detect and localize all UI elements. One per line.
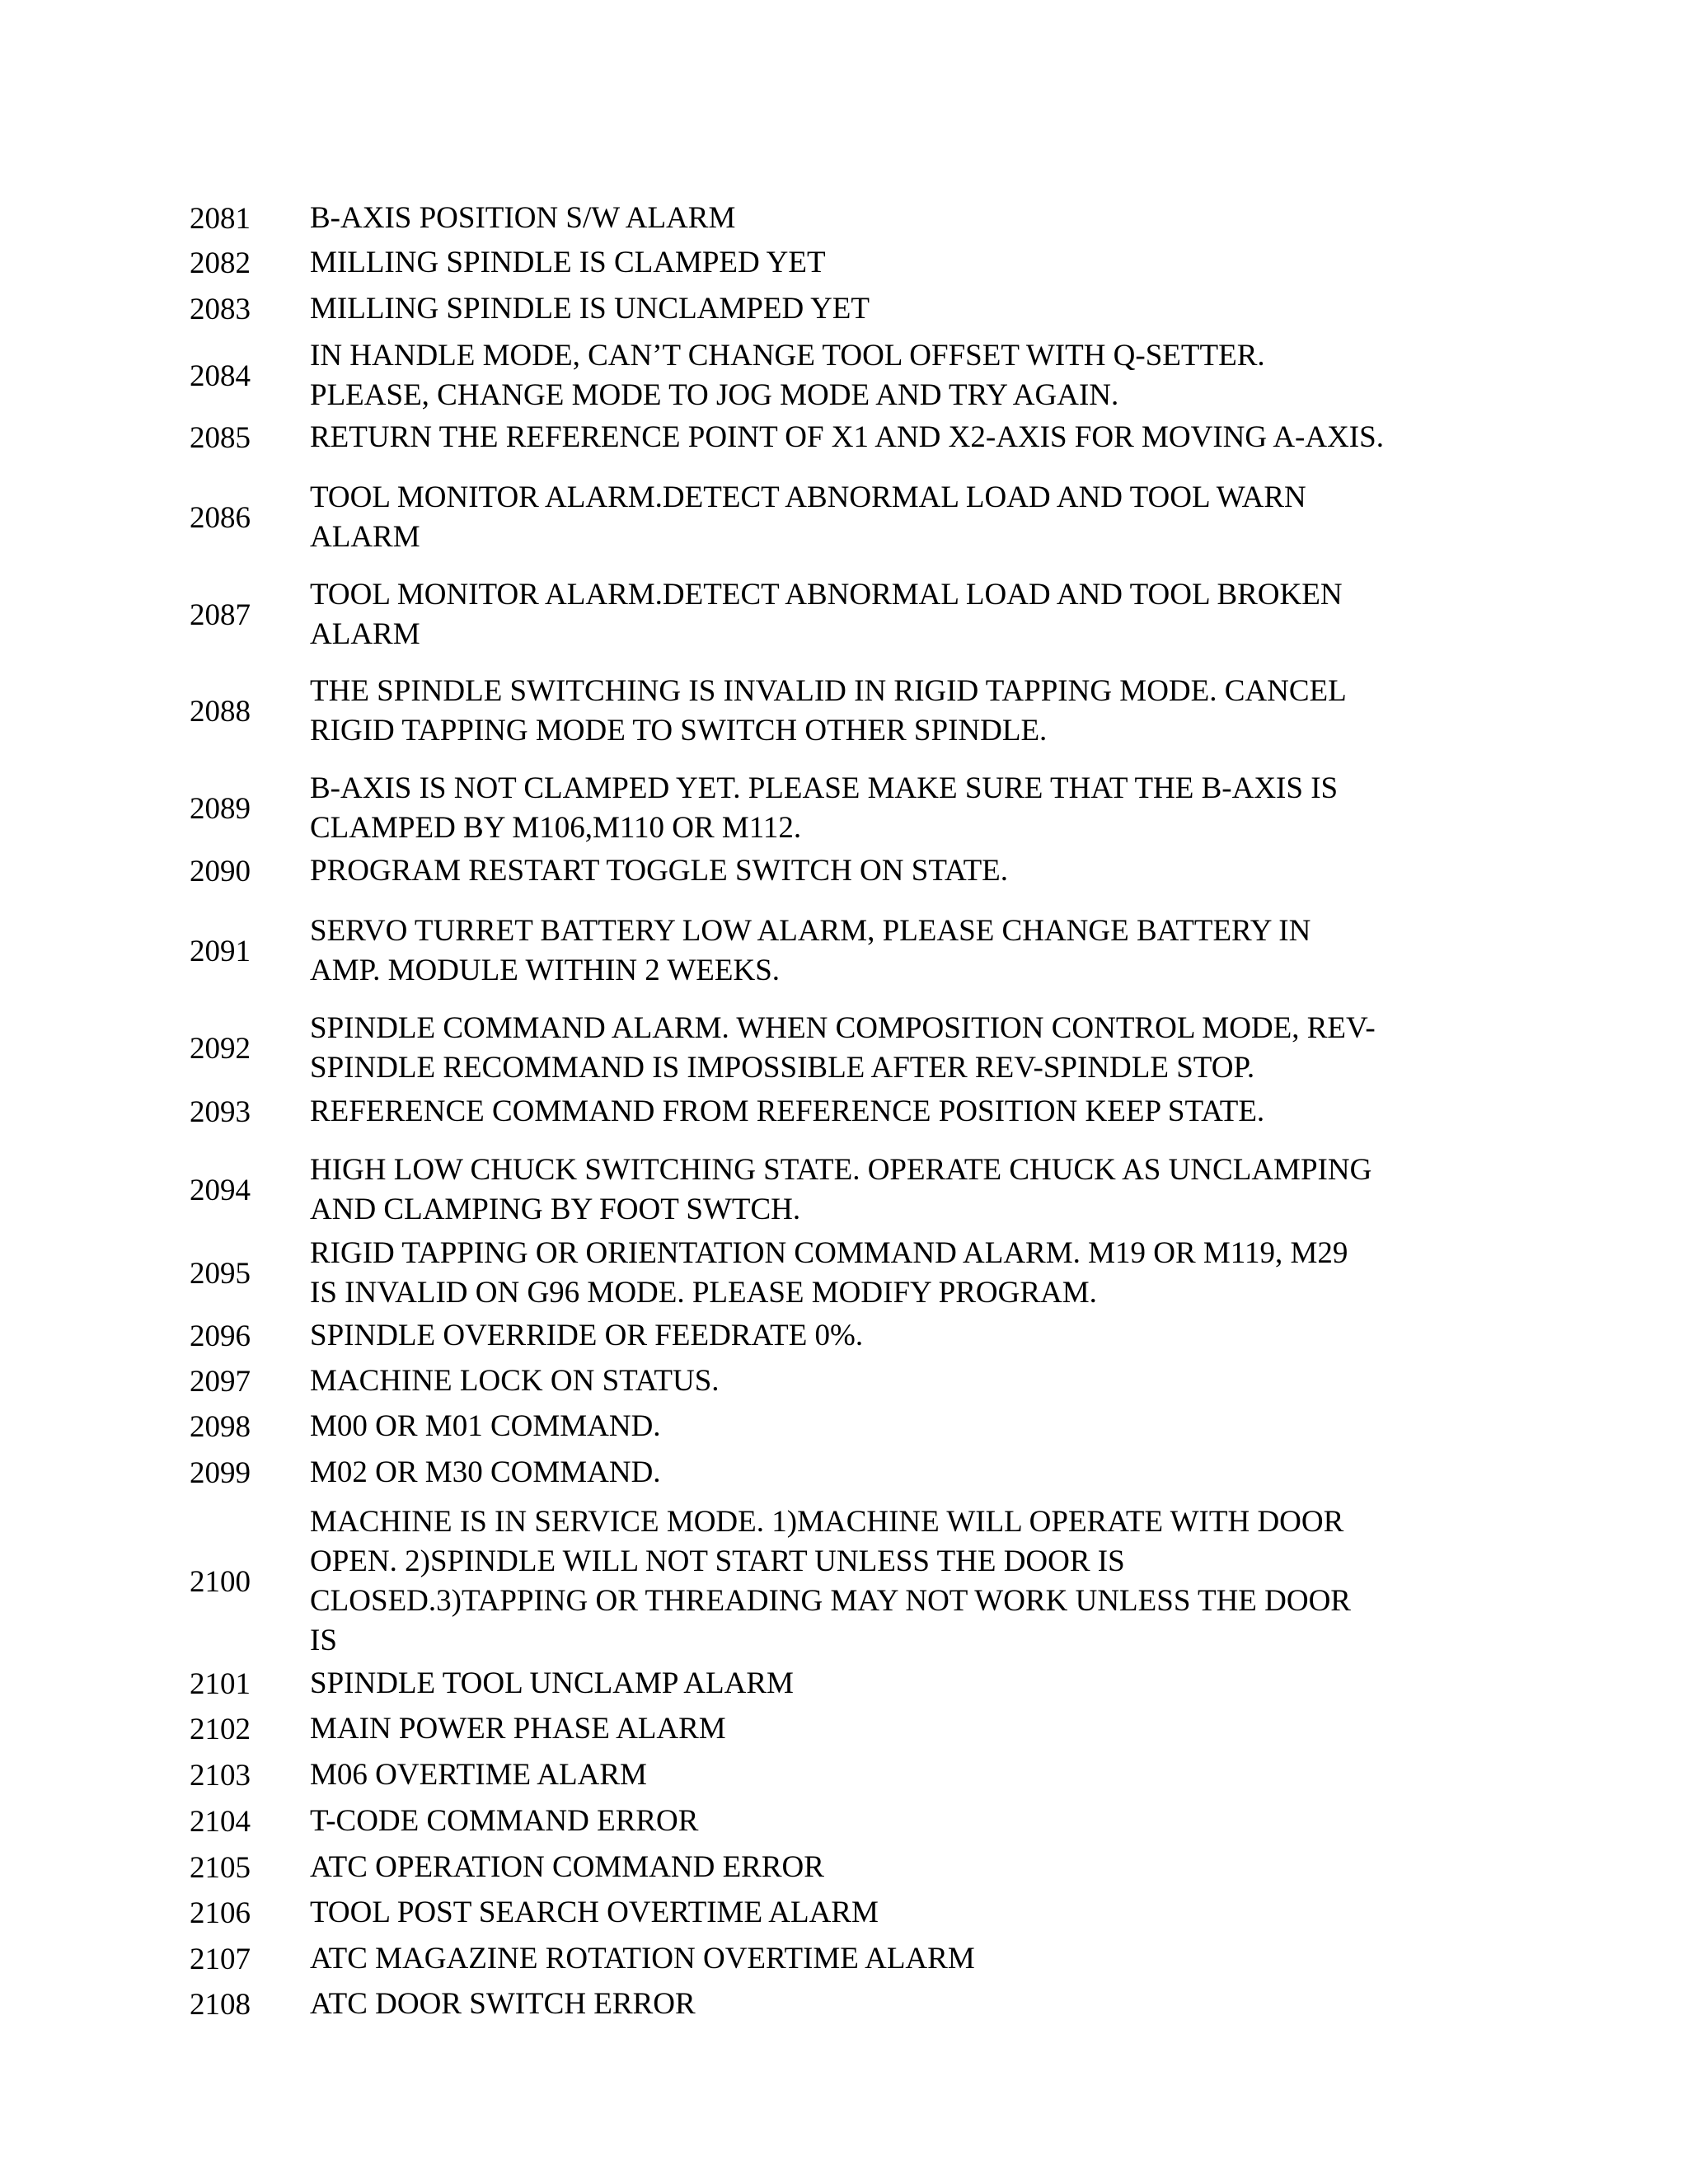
alarm-code: 2099 <box>190 1455 251 1490</box>
alarm-code: 2091 <box>190 934 251 968</box>
alarm-entry <box>190 478 1541 557</box>
alarm-message: RIGID TAPPING OR ORIENTATION COMMAND ALARM. M19 OR M119, M29 IS INVALID ON G96 MODE. PLEASE MODIFY PROGRAM. <box>310 1236 1348 1310</box>
alarm-code: 2094 <box>190 1173 251 1207</box>
alarm-message: ATC OPERATION COMMAND ERROR <box>310 1850 824 1884</box>
alarm-entry <box>190 1234 1541 1313</box>
alarm-message: RETURN THE REFERENCE POINT OF X1 AND X2-AXIS FOR MOVING A-AXIS. <box>310 420 1384 454</box>
alarm-entry <box>190 1364 1541 1399</box>
alarm-code: 2096 <box>190 1319 251 1353</box>
alarm-entry <box>190 1009 1541 1088</box>
alarm-code: 2103 <box>190 1758 251 1793</box>
alarm-code: 2105 <box>190 1850 251 1885</box>
alarm-entry <box>190 1151 1541 1230</box>
alarm-code: 2101 <box>190 1666 251 1701</box>
alarm-entry <box>190 912 1541 991</box>
alarm-code: 2108 <box>190 1987 251 2022</box>
alarm-entry <box>190 1409 1541 1444</box>
alarm-message: TOOL POST SEARCH OVERTIME ALARM <box>310 1896 879 1929</box>
alarm-entry <box>190 1712 1541 1746</box>
alarm-code: 2082 <box>190 246 251 280</box>
alarm-message: MAIN POWER PHASE ALARM <box>310 1712 726 1746</box>
alarm-message: B-AXIS POSITION S/W ALARM <box>310 201 736 235</box>
alarm-message: THE SPINDLE SWITCHING IS INVALID IN RIGID TAPPING MODE. CANCEL RIGID TAPPING MODE TO SWITCH OTHER SPINDLE. <box>310 674 1347 748</box>
alarm-code: 2098 <box>190 1409 251 1444</box>
alarm-message: SPINDLE COMMAND ALARM. WHEN COMPOSITION CONTROL MODE, REV- SPINDLE RECOMMAND IS IMPOSSIBLE AFTER REV-SPINDLE STOP. <box>310 1011 1376 1085</box>
alarm-code: 2081 <box>190 201 251 236</box>
alarm-code: 2084 <box>190 359 251 393</box>
alarm-code: 2097 <box>190 1364 251 1399</box>
alarm-message: REFERENCE COMMAND FROM REFERENCE POSITION KEEP STATE. <box>310 1094 1265 1128</box>
alarm-message: B-AXIS IS NOT CLAMPED YET. PLEASE MAKE SURE THAT THE B-AXIS IS CLAMPED BY M106,M110 OR M112. <box>310 771 1339 845</box>
alarm-code: 2088 <box>190 694 251 729</box>
alarm-code: 2085 <box>190 420 251 455</box>
alarm-code: 2086 <box>190 500 251 535</box>
alarm-message: MACHINE LOCK ON STATUS. <box>310 1364 720 1398</box>
alarm-message: MILLING SPINDLE IS UNCLAMPED YET <box>310 292 870 326</box>
alarm-message: ATC DOOR SWITCH ERROR <box>310 1987 696 2021</box>
alarm-message: SERVO TURRET BATTERY LOW ALARM, PLEASE CHANGE BATTERY IN AMP. MODULE WITHIN 2 WEEKS. <box>310 914 1311 987</box>
alarm-code: 2095 <box>190 1256 251 1291</box>
alarm-message: M02 OR M30 COMMAND. <box>310 1455 661 1489</box>
alarm-entry <box>190 1758 1541 1793</box>
alarm-message: MACHINE IS IN SERVICE MODE. 1)MACHINE WILL OPERATE WITH DOOR OPEN. 2)SPINDLE WILL NOT START UNLESS THE DOOR IS CLOSED.3)TAPPING OR THREADING MAY NOT WORK UNLESS THE DOOR IS <box>310 1505 1351 1657</box>
alarm-message: T-CODE COMMAND ERROR <box>310 1804 699 1838</box>
alarm-entry <box>190 1666 1541 1701</box>
alarm-code: 2100 <box>190 1564 251 1599</box>
alarm-code: 2083 <box>190 292 251 326</box>
alarm-code: 2087 <box>190 598 251 632</box>
alarm-message: ATC MAGAZINE ROTATION OVERTIME ALARM <box>310 1942 975 1975</box>
alarm-entry <box>190 1850 1541 1885</box>
alarm-entry <box>190 292 1541 326</box>
alarm-entry <box>190 1896 1541 1930</box>
alarm-entry <box>190 1094 1541 1129</box>
alarm-code: 2093 <box>190 1094 251 1129</box>
alarm-entry <box>190 1502 1541 1661</box>
alarm-message: HIGH LOW CHUCK SWITCHING STATE. OPERATE CHUCK AS UNCLAMPING AND CLAMPING BY FOOT SWTCH. <box>310 1153 1372 1226</box>
alarm-code: 2106 <box>190 1896 251 1930</box>
alarm-entry <box>190 1942 1541 1976</box>
alarm-message: PROGRAM RESTART TOGGLE SWITCH ON STATE. <box>310 854 1009 888</box>
alarm-entry <box>190 1455 1541 1490</box>
alarm-code: 2092 <box>190 1031 251 1066</box>
alarm-entry <box>190 1319 1541 1353</box>
alarm-entry <box>190 420 1541 455</box>
alarm-entry <box>190 246 1541 280</box>
alarm-entry <box>190 769 1541 848</box>
alarm-entry <box>190 1987 1541 2022</box>
alarm-message: SPINDLE OVERRIDE OR FEEDRATE 0%. <box>310 1319 864 1352</box>
alarm-message: M00 OR M01 COMMAND. <box>310 1409 661 1443</box>
alarm-code: 2107 <box>190 1942 251 1976</box>
alarm-message: MILLING SPINDLE IS CLAMPED YET <box>310 246 826 279</box>
alarm-message: IN HANDLE MODE, CAN’T CHANGE TOOL OFFSET WITH Q-SETTER. PLEASE, CHANGE MODE TO JOG MODE AND TRY AGAIN. <box>310 339 1265 412</box>
alarm-code: 2104 <box>190 1804 251 1839</box>
alarm-code: 2090 <box>190 854 251 888</box>
alarm-entry <box>190 1804 1541 1839</box>
alarm-message: M06 OVERTIME ALARM <box>310 1758 647 1792</box>
alarm-code: 2089 <box>190 791 251 826</box>
alarm-message: SPINDLE TOOL UNCLAMP ALARM <box>310 1666 794 1700</box>
alarm-message: TOOL MONITOR ALARM.DETECT ABNORMAL LOAD AND TOOL WARN ALARM <box>310 480 1306 554</box>
alarm-entry <box>190 201 1541 236</box>
alarm-entry <box>190 575 1541 654</box>
alarm-entry <box>190 672 1541 751</box>
alarm-entry <box>190 336 1541 415</box>
alarm-code: 2102 <box>190 1712 251 1746</box>
alarm-entry <box>190 854 1541 888</box>
alarm-message: TOOL MONITOR ALARM.DETECT ABNORMAL LOAD AND TOOL BROKEN ALARM <box>310 578 1343 651</box>
